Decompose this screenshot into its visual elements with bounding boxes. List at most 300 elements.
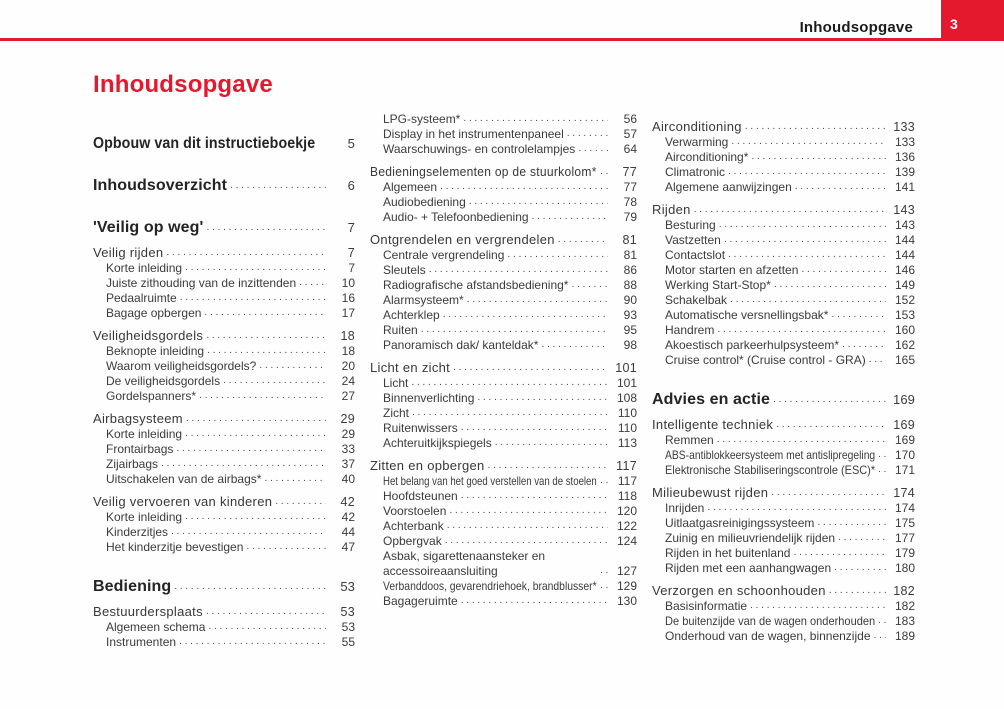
- toc-entry-label: De veiligheidsgordels: [106, 374, 221, 388]
- toc-entry-page-number: 93: [623, 308, 637, 322]
- toc-entry-label: Automatische versnellingsbak*: [665, 308, 829, 322]
- toc-entry-leader-dots: [492, 436, 608, 451]
- toc-entry-leader-dots: [568, 278, 608, 293]
- toc-entry-page-number: 160: [894, 323, 915, 337]
- toc-entry-page-number: 149: [894, 278, 915, 292]
- toc-entry-leader-dots: [442, 534, 608, 549]
- toc-entry-label: Licht: [383, 376, 409, 390]
- toc-entry-page-number: 20: [341, 359, 355, 373]
- toc-entry-label: Remmen: [665, 433, 714, 447]
- toc-entry: [652, 323, 915, 338]
- toc-entry: [93, 218, 355, 238]
- toc-entry-leader-dots: [426, 263, 608, 278]
- toc-entry-leader-dots: [444, 519, 608, 534]
- toc-entry: [652, 390, 915, 410]
- toc-entry-page-number: 7: [347, 220, 355, 235]
- toc-entry: [93, 134, 355, 154]
- toc-entry-leader-dots: [875, 614, 886, 629]
- toc-entry-label: Frontairbags: [106, 442, 174, 456]
- toc-entry-label: Vastzetten: [665, 233, 721, 247]
- toc-entry: [93, 525, 355, 540]
- toc-entry-page-number: 143: [894, 218, 915, 232]
- toc-entry: [93, 359, 355, 374]
- toc-entry: [93, 374, 355, 389]
- toc-entry-page-number: 77: [622, 165, 637, 179]
- toc-entry-page-number: 88: [623, 278, 637, 292]
- toc-entry-leader-dots: [831, 561, 886, 576]
- toc-entry-leader-dots: [747, 599, 886, 614]
- toc-entry-page-number: 81: [623, 248, 637, 262]
- toc-entry-page-number: 171: [894, 463, 915, 477]
- toc-entry: [370, 127, 637, 142]
- toc-entry-page-number: 144: [894, 248, 915, 262]
- toc-entry-leader-dots: [296, 276, 326, 291]
- toc-entry-leader-dots: [440, 308, 608, 323]
- toc-column-middle: [370, 112, 637, 609]
- toc-entry-label: Licht en zicht: [370, 360, 451, 375]
- toc-entry-page-number: 139: [894, 165, 915, 179]
- toc-entry-leader-dots: [871, 629, 887, 644]
- toc-entry-label: Airconditioning*: [665, 150, 749, 164]
- toc-entry-page-number: 169: [893, 418, 915, 432]
- toc-entry-leader-dots: [173, 442, 326, 457]
- toc-entry: [93, 604, 355, 620]
- toc-entry-page-number: 127: [616, 564, 637, 578]
- toc-entry-label: Intelligente techniek: [652, 417, 774, 432]
- toc-entry-label: De buitenzijde van de wagen onderhouden: [665, 614, 876, 628]
- toc-columns: [93, 112, 915, 650]
- toc-entry-leader-dots: [464, 293, 608, 308]
- toc-entry-page-number: 174: [893, 486, 915, 500]
- toc-entry: [652, 150, 915, 165]
- toc-entry: [652, 516, 915, 531]
- toc-entry-page-number: 136: [894, 150, 915, 164]
- toc-entry: [652, 165, 915, 180]
- toc-entry-page-number: 27: [341, 389, 355, 403]
- toc-entry-label: Alarmsysteem*: [383, 293, 464, 307]
- toc-entry-leader-dots: [597, 165, 608, 180]
- toc-entry-leader-dots: [261, 472, 326, 487]
- toc-entry: [370, 436, 637, 451]
- toc-entry-label: Elektronische Stabiliseringscontrole (ESC)*: [665, 463, 876, 477]
- toc-entry-leader-dots: [182, 510, 326, 525]
- toc-entry-leader-dots: [272, 495, 326, 510]
- toc-entry-leader-dots: [814, 516, 886, 531]
- toc-entry-label: Radiografische afstandsbediening*: [383, 278, 569, 292]
- toc-entry-leader-dots: [866, 353, 886, 368]
- toc-entry-page-number: 53: [341, 620, 355, 634]
- toc-entry-leader-dots: [575, 142, 608, 157]
- toc-entry-page-number: 165: [894, 353, 915, 367]
- toc-entry-leader-dots: [203, 223, 326, 238]
- toc-entry-label: Gordelspanners*: [106, 389, 197, 403]
- toc-entry-page-number: 29: [340, 412, 355, 426]
- toc-entry-leader-dots: [597, 474, 608, 489]
- toc-entry-leader-dots: [315, 139, 326, 154]
- toc-entry-page-number: 18: [340, 329, 355, 343]
- toc-entry-page-number: 146: [894, 263, 915, 277]
- toc-entry: [652, 546, 915, 561]
- toc-entry-label: Algemeen schema: [106, 620, 206, 634]
- toc-entry-label: ABS-antiblokkeersysteem met antislipregeling: [665, 448, 876, 462]
- toc-entry-leader-dots: [203, 329, 326, 344]
- toc-entry: [370, 594, 637, 609]
- toc-entry: [370, 338, 637, 353]
- toc-entry-page-number: 42: [340, 495, 355, 509]
- toc-entry-leader-dots: [771, 278, 886, 293]
- toc-entry-page-number: 129: [616, 579, 637, 593]
- toc-entry-page-number: 18: [341, 344, 355, 358]
- toc-entry-label: Kinderzitjes: [106, 525, 169, 539]
- toc-entry-label: Akoestisch parkeerhulpsysteem*: [665, 338, 840, 352]
- toc-entry-page-number: 113: [617, 436, 637, 450]
- toc-entry-label: Display in het instrumentenpaneel: [383, 127, 564, 141]
- toc-entry: [370, 195, 637, 210]
- toc-entry: [370, 308, 637, 323]
- toc-entry-page-number: 182: [894, 599, 915, 613]
- toc-entry-leader-dots: [183, 412, 326, 427]
- toc-entry-page-number: 118: [617, 489, 637, 503]
- toc-entry-page-number: 40: [341, 472, 355, 486]
- toc-entry-page-number: 47: [341, 540, 355, 554]
- toc-entry-label: Handrem: [665, 323, 715, 337]
- toc-entry-leader-dots: [538, 338, 608, 353]
- toc-entry: [652, 293, 915, 308]
- toc-entry-label: Voorstoelen: [383, 504, 447, 518]
- toc-entry-leader-dots: [721, 233, 886, 248]
- toc-entry-label: LPG-systeem*: [383, 112, 461, 126]
- toc-entry-label: Uitlaatgasreinigingssysteem: [665, 516, 815, 530]
- toc-entry-page-number: 33: [341, 442, 355, 456]
- toc-entry: [370, 519, 637, 534]
- toc-entry-page-number: 162: [894, 338, 915, 352]
- toc-entry-label: Rijden in het buitenland: [665, 546, 791, 560]
- toc-entry-page-number: 10: [341, 276, 355, 290]
- toc-entry-leader-dots: [450, 361, 608, 376]
- toc-entry-label: Korte inleiding: [106, 510, 183, 524]
- toc-entry: [370, 406, 637, 421]
- toc-entry: [652, 135, 915, 150]
- toc-entry-leader-dots: [716, 218, 886, 233]
- toc-entry-label: Schakelbak: [665, 293, 728, 307]
- toc-entry-leader-dots: [446, 504, 608, 519]
- toc-entry-page-number: 180: [894, 561, 915, 575]
- toc-entry-label: Korte inleiding: [106, 261, 183, 275]
- toc-entry-label: Zicht: [383, 406, 410, 420]
- toc-entry: [652, 614, 915, 629]
- toc-entry-page-number: 17: [341, 306, 355, 320]
- toc-entry: [652, 561, 915, 576]
- toc-entry-label: Binnenverlichting: [383, 391, 475, 405]
- toc-entry-label: Het belang van het goed verstellen van de stoelen: [383, 474, 597, 488]
- toc-entry-label: Bestuurdersplaats: [93, 604, 203, 619]
- toc-entry-label: Zijairbags: [106, 457, 159, 471]
- toc-entry-leader-dots: [460, 112, 608, 127]
- toc-entry-label: Beknopte inleiding: [106, 344, 205, 358]
- toc-entry-label: Inhoudsoverzicht: [93, 177, 228, 194]
- toc-entry-label: Waarom veiligheidsgordels?: [106, 359, 257, 373]
- toc-entry-leader-dots: [504, 248, 608, 263]
- toc-entry-label: Algemeen: [383, 180, 438, 194]
- toc-entry-leader-dots: [798, 263, 886, 278]
- toc-entry-leader-dots: [790, 546, 886, 561]
- toc-entry-label: Airbagsysteem: [93, 411, 183, 426]
- toc-entry-page-number: 79: [623, 210, 637, 224]
- toc-entry: [652, 417, 915, 433]
- toc-entry-leader-dots: [158, 457, 326, 472]
- toc-entry-label: Bediening: [93, 578, 172, 595]
- toc-entry-leader-dots: [408, 376, 608, 391]
- toc-entry-label: Onderhoud van de wagen, binnenzijde: [665, 629, 871, 643]
- toc-entry: [93, 344, 355, 359]
- toc-entry-label: Ontgrendelen en vergrendelen: [370, 232, 555, 247]
- toc-entry: [93, 635, 355, 650]
- toc-entry-label: Bedieningselementen op de stuurkolom*: [370, 164, 597, 179]
- toc-entry: [652, 202, 915, 218]
- toc-entry-page-number: 81: [622, 233, 637, 247]
- toc-entry: [652, 485, 915, 501]
- toc-entry-page-number: 86: [623, 263, 637, 277]
- toc-entry-page-number: 37: [341, 457, 355, 471]
- toc-entry-leader-dots: [163, 246, 326, 261]
- toc-entry-label: Basisinformatie: [665, 599, 748, 613]
- toc-entry-leader-dots: [748, 150, 886, 165]
- toc-entry-label: Advies en actie: [652, 391, 770, 408]
- toc-entry-label: Het kinderzitje bevestigen: [106, 540, 244, 554]
- toc-entry: [370, 474, 637, 489]
- toc-entry-page-number: 110: [617, 406, 637, 420]
- toc-entry: [93, 427, 355, 442]
- toc-entry-label: Ruiten: [383, 323, 418, 337]
- toc-entry-label: Zuinig en milieuvriendelijk rijden: [665, 531, 836, 545]
- toc-entry-page-number: 98: [623, 338, 637, 352]
- toc-entry-leader-dots: [437, 180, 608, 195]
- toc-entry: [370, 278, 637, 293]
- toc-entry-leader-dots: [727, 293, 886, 308]
- toc-entry-page-number: 174: [894, 501, 915, 515]
- toc-entry: [93, 510, 355, 525]
- toc-entry-label: Cruise control* (Cruise control - GRA): [665, 353, 866, 367]
- toc-entry-page-number: 101: [616, 376, 637, 390]
- toc-entry: [93, 457, 355, 472]
- toc-entry-leader-dots: [835, 531, 886, 546]
- toc-entry-label: Achterklep: [383, 308, 440, 322]
- toc-entry-page-number: 29: [341, 427, 355, 441]
- toc-entry-label: Verbanddoos, gevarendriehoek, brandblusser*: [383, 579, 597, 593]
- toc-entry-leader-dots: [458, 489, 608, 504]
- toc-entry: [652, 233, 915, 248]
- toc-entry-label: Opbergvak: [383, 534, 442, 548]
- toc-entry-leader-dots: [826, 584, 886, 599]
- toc-entry-page-number: 182: [893, 584, 915, 598]
- toc-entry-leader-dots: [220, 374, 326, 389]
- toc-entry-label: Contactslot: [665, 248, 726, 262]
- toc-entry: [652, 308, 915, 323]
- toc-entry-page-number: 44: [341, 525, 355, 539]
- toc-entry-label: Motor starten en afzetten: [665, 263, 799, 277]
- toc-entry: [370, 232, 637, 248]
- toc-entry: [93, 176, 355, 196]
- toc-entry-page-number: 133: [893, 120, 915, 134]
- toc-entry-label: 'Veilig op weg': [93, 219, 204, 236]
- toc-entry: [652, 180, 915, 195]
- toc-entry-leader-dots: [725, 248, 886, 263]
- toc-entry-label: Korte inleiding: [106, 427, 183, 441]
- toc-entry-leader-dots: [201, 306, 326, 321]
- toc-entry-leader-dots: [728, 135, 886, 150]
- toc-entry-page-number: 56: [623, 112, 637, 126]
- toc-entry-leader-dots: [458, 594, 608, 609]
- toc-entry-label: Verzorgen en schoonhouden: [652, 583, 826, 598]
- toc-entry-label: Achteruitkijkspiegels: [383, 436, 492, 450]
- toc-entry: [370, 323, 637, 338]
- toc-entry: [370, 458, 637, 474]
- toc-entry: [370, 164, 637, 180]
- toc-entry: [370, 391, 637, 406]
- toc-entry-page-number: 177: [894, 531, 915, 545]
- toc-entry-leader-dots: [742, 120, 886, 135]
- toc-entry-label: Climatronic: [665, 165, 726, 179]
- page-number-box: [941, 0, 1004, 41]
- toc-entry-leader-dots: [205, 620, 326, 635]
- toc-entry: [370, 360, 637, 376]
- toc-entry-label: Audiobediening: [383, 195, 466, 209]
- toc-entry: [652, 338, 915, 353]
- toc-entry: [652, 263, 915, 278]
- toc-entry-label: Sleutels: [383, 263, 426, 277]
- toc-entry-leader-dots: [839, 338, 886, 353]
- toc-entry-leader-dots: [875, 463, 886, 478]
- toc-entry-leader-dots: [168, 525, 326, 540]
- toc-entry-leader-dots: [875, 448, 886, 463]
- toc-entry-page-number: 122: [616, 519, 637, 533]
- toc-entry-leader-dots: [555, 233, 608, 248]
- toc-entry-leader-dots: [564, 127, 608, 142]
- toc-entry-label: Ruitenwissers: [383, 421, 458, 435]
- toc-entry-label: Hoofdsteunen: [383, 489, 458, 503]
- toc-entry: [652, 599, 915, 614]
- toc-entry-leader-dots: [418, 323, 608, 338]
- toc-entry: [370, 210, 637, 225]
- page-title: Inhoudsopgave: [93, 71, 273, 98]
- toc-entry-page-number: 95: [623, 323, 637, 337]
- toc-entry: [93, 411, 355, 427]
- toc-entry-leader-dots: [714, 433, 886, 448]
- toc-entry-page-number: 57: [623, 127, 637, 141]
- toc-entry: [370, 142, 637, 157]
- toc-entry-page-number: 169: [894, 433, 915, 447]
- toc-entry-leader-dots: [256, 359, 326, 374]
- toc-entry-label: Bagage opbergen: [106, 306, 202, 320]
- toc-entry-label: Rijden met een aanhangwagen: [665, 561, 832, 575]
- toc-entry-label: Opbouw van dit instructieboekje: [93, 135, 316, 152]
- toc-entry-page-number: 55: [341, 635, 355, 649]
- toc-entry-page-number: 124: [616, 534, 637, 548]
- toc-entry-page-number: 169: [893, 392, 915, 407]
- toc-entry-label: Bagageruimte: [383, 594, 458, 608]
- toc-entry: [652, 218, 915, 233]
- toc-entry-leader-dots: [182, 261, 326, 276]
- toc-entry-page-number: 42: [341, 510, 355, 524]
- toc-entry: [652, 278, 915, 293]
- toc-entry: [93, 306, 355, 321]
- toc-entry-leader-dots: [227, 181, 326, 196]
- toc-entry-page-number: 152: [894, 293, 915, 307]
- toc-entry-page-number: 53: [340, 579, 355, 594]
- toc-entry: [652, 248, 915, 263]
- toc-column-left: [93, 112, 355, 650]
- toc-entry-page-number: 170: [894, 448, 915, 462]
- toc-entry-page-number: 120: [616, 504, 637, 518]
- toc-entry-label: Milieubewust rijden: [652, 485, 769, 500]
- toc-entry: [652, 119, 915, 135]
- toc-entry: [370, 180, 637, 195]
- toc-entry-label: Veilig rijden: [93, 245, 164, 260]
- toc-entry-label: Panoramisch dak/ kanteldak*: [383, 338, 539, 352]
- toc-entry-page-number: 189: [894, 629, 915, 643]
- toc-entry: [93, 261, 355, 276]
- toc-entry-leader-dots: [182, 427, 326, 442]
- toc-entry: [370, 489, 637, 504]
- toc-entry-leader-dots: [768, 486, 886, 501]
- toc-entry-page-number: 78: [623, 195, 637, 209]
- toc-entry-page-number: 108: [616, 391, 637, 405]
- toc-entry-leader-dots: [597, 564, 608, 579]
- toc-entry: [93, 577, 355, 597]
- toc-entry-leader-dots: [196, 389, 326, 404]
- toc-entry-label: Besturing: [665, 218, 716, 232]
- toc-entry-page-number: 175: [894, 516, 915, 530]
- toc-entry-label: Verwarming: [665, 135, 729, 149]
- toc-entry-label: Veilig vervoeren van kinderen: [93, 494, 273, 509]
- toc-entry-page-number: 53: [340, 605, 355, 619]
- toc-entry-label: Waarschuwings- en controlelampjes: [383, 142, 576, 156]
- toc-entry: [93, 276, 355, 291]
- toc-entry-page-number: 117: [616, 459, 637, 473]
- toc-entry-leader-dots: [458, 421, 608, 436]
- toc-entry-label: Pedaalruimte: [106, 291, 177, 305]
- toc-entry-leader-dots: [773, 418, 886, 433]
- toc-entry-leader-dots: [725, 165, 886, 180]
- toc-entry-page-number: 133: [894, 135, 915, 149]
- toc-entry-leader-dots: [529, 210, 608, 225]
- toc-entry-page-number: 144: [894, 233, 915, 247]
- toc-entry-leader-dots: [409, 406, 608, 421]
- toc-entry-leader-dots: [828, 308, 886, 323]
- toc-entry-leader-dots: [204, 344, 326, 359]
- toc-entry-leader-dots: [203, 605, 326, 620]
- toc-entry-label: Rijden: [652, 202, 691, 217]
- toc-entry-leader-dots: [485, 459, 608, 474]
- toc-entry: [370, 534, 637, 549]
- toc-entry-leader-dots: [704, 501, 886, 516]
- toc-entry: [93, 245, 355, 261]
- toc-entry-label: Werking Start-Stop*: [665, 278, 771, 292]
- toc-entry-leader-dots: [177, 291, 326, 306]
- toc-entry-page-number: 24: [341, 374, 355, 388]
- toc-entry: [370, 263, 637, 278]
- toc-entry: [652, 448, 915, 463]
- header-section-label: Inhoudsopgave: [799, 19, 913, 36]
- toc-entry: [93, 620, 355, 635]
- toc-entry: [93, 389, 355, 404]
- toc-entry-label: Instrumenten: [106, 635, 177, 649]
- toc-entry: [652, 629, 915, 644]
- toc-entry-leader-dots: [474, 391, 608, 406]
- toc-entry-label: Uitschakelen van de airbags*: [106, 472, 262, 486]
- toc-entry-label: Inrijden: [665, 501, 705, 515]
- toc-entry: [370, 579, 637, 594]
